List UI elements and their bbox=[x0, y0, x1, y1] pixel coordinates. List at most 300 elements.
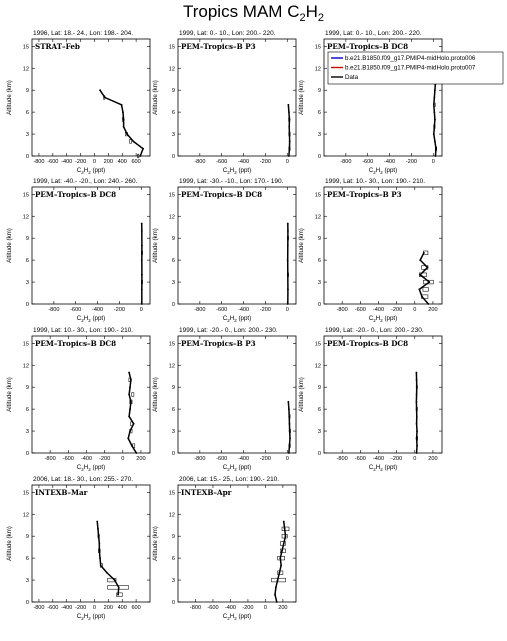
y-tick-label: 3 bbox=[171, 280, 175, 287]
data-point bbox=[141, 259, 143, 261]
y-tick-label: 6 bbox=[171, 407, 175, 414]
y-tick-label: 6 bbox=[25, 258, 29, 265]
data-point bbox=[135, 452, 137, 454]
plot-frame bbox=[32, 485, 150, 602]
y-tick-label: 3 bbox=[317, 132, 321, 139]
data-range-box bbox=[423, 288, 428, 292]
campaign-label: PEM–Tropics–B P3 bbox=[327, 190, 402, 199]
y-tick-label: 15 bbox=[22, 490, 29, 497]
campaign-label: PEM–Tropics–B P3 bbox=[181, 42, 256, 51]
x-tick-label: -200 bbox=[113, 307, 126, 313]
data-point bbox=[104, 97, 106, 99]
data-point bbox=[416, 430, 418, 432]
data-point bbox=[416, 394, 418, 396]
y-tick-label: 15 bbox=[314, 44, 321, 51]
data-point bbox=[133, 423, 135, 425]
plot-frame bbox=[178, 485, 296, 602]
y-tick-label: 3 bbox=[171, 132, 175, 139]
y-tick-label: 3 bbox=[171, 578, 175, 585]
data-point bbox=[142, 148, 144, 150]
y-tick-label: 0 bbox=[25, 154, 29, 160]
data-point bbox=[278, 572, 280, 574]
y-tick-label: 6 bbox=[317, 407, 321, 414]
data-point bbox=[435, 155, 437, 157]
y-tick-label: 15 bbox=[314, 192, 321, 199]
x-tick-label: 0 bbox=[413, 307, 417, 313]
x-tick-label: -200 bbox=[259, 159, 272, 165]
x-tick-label: -400 bbox=[61, 605, 73, 611]
data-point bbox=[141, 230, 143, 232]
y-tick-label: 15 bbox=[168, 341, 175, 348]
data-point bbox=[99, 89, 101, 91]
y-tick-label: 9 bbox=[317, 88, 321, 95]
x-axis-label: $C_2H_2$ (ppt) bbox=[368, 315, 398, 323]
data-profile-line bbox=[416, 373, 417, 453]
x-tick-label: -800 bbox=[194, 307, 206, 313]
data-point bbox=[98, 535, 100, 537]
data-point bbox=[416, 445, 418, 447]
y-tick-label: 12 bbox=[314, 66, 321, 73]
data-point bbox=[130, 379, 132, 381]
x-tick-label: -200 bbox=[259, 307, 272, 313]
data-point bbox=[416, 372, 418, 374]
y-tick-label: 3 bbox=[25, 429, 29, 436]
x-tick-label: 0 bbox=[92, 159, 97, 165]
x-tick-label: 0 bbox=[121, 456, 125, 462]
data-point bbox=[126, 133, 128, 135]
y-tick-label: 0 bbox=[317, 451, 321, 457]
x-tick-label: -400 bbox=[237, 159, 250, 165]
campaign-label: PEM–Tropics–B DC8 bbox=[327, 42, 409, 51]
data-point bbox=[287, 274, 289, 276]
y-tick-label: 15 bbox=[168, 490, 175, 497]
x-tick-label: -800 bbox=[336, 307, 348, 313]
data-point bbox=[287, 259, 289, 261]
data-point bbox=[428, 281, 430, 283]
x-tick-label: 0 bbox=[285, 456, 289, 462]
data-point bbox=[287, 104, 289, 106]
data-point bbox=[141, 303, 143, 305]
x-tick-label: -200 bbox=[405, 159, 418, 165]
x-axis-label: $C_2H_2$ (ppt) bbox=[76, 315, 106, 323]
y-tick-label: 12 bbox=[168, 363, 175, 370]
y-axis-label: Altitude (km) bbox=[6, 526, 13, 561]
legend-entry-label: b.e21.B1850.f09_g17.PMIP4-midHolo.proto006 bbox=[345, 55, 476, 62]
y-tick-label: 12 bbox=[168, 66, 175, 73]
y-tick-label: 3 bbox=[25, 578, 29, 585]
panel-header: 1999, Lat: 10.- 30., Lon: 190.- 210. bbox=[33, 327, 134, 334]
y-tick-label: 0 bbox=[317, 154, 321, 160]
x-tick-label: -600 bbox=[207, 605, 219, 611]
x-tick-label: -200 bbox=[99, 456, 111, 462]
x-tick-label: -200 bbox=[242, 605, 254, 611]
data-point bbox=[287, 223, 289, 225]
data-point bbox=[289, 119, 291, 121]
y-tick-label: 3 bbox=[317, 280, 321, 287]
data-point bbox=[434, 89, 436, 91]
data-point bbox=[141, 288, 143, 290]
y-tick-label: 6 bbox=[25, 556, 29, 563]
data-point bbox=[289, 148, 291, 150]
panel bbox=[298, 327, 442, 472]
data-point bbox=[433, 133, 435, 135]
data-point bbox=[289, 133, 291, 135]
plot-frame bbox=[324, 336, 442, 453]
data-point bbox=[289, 445, 291, 447]
data-point bbox=[141, 274, 143, 276]
x-tick-label: -800 bbox=[33, 605, 45, 611]
y-tick-label: 6 bbox=[171, 556, 175, 563]
x-tick-label: -800 bbox=[194, 159, 206, 165]
data-profile-line bbox=[275, 522, 285, 602]
x-tick-label: -400 bbox=[372, 456, 385, 462]
x-tick-label: -800 bbox=[340, 159, 352, 165]
x-axis-label: $C_2H_2$ (ppt) bbox=[222, 613, 252, 621]
x-tick-label: 0 bbox=[285, 307, 289, 313]
y-tick-label: 15 bbox=[22, 341, 29, 348]
campaign-label: PEM–Tropics–B P3 bbox=[181, 339, 256, 348]
data-point bbox=[434, 119, 436, 121]
x-tick-label: -200 bbox=[391, 456, 403, 462]
x-tick-label: -200 bbox=[259, 456, 272, 462]
data-point bbox=[285, 535, 287, 537]
data-point bbox=[129, 386, 131, 388]
x-tick-label: 600 bbox=[131, 159, 141, 165]
y-tick-label: 12 bbox=[168, 214, 175, 221]
y-tick-label: 6 bbox=[25, 407, 29, 414]
y-tick-label: 6 bbox=[171, 110, 175, 117]
x-tick-label: -600 bbox=[216, 307, 228, 313]
data-point bbox=[114, 579, 116, 581]
x-tick-label: 0 bbox=[92, 605, 97, 611]
campaign-label: PEM–Tropics–B DC8 bbox=[327, 339, 409, 348]
data-point bbox=[283, 521, 285, 523]
data-point bbox=[130, 401, 132, 403]
y-axis-label: Altitude (km) bbox=[298, 377, 305, 412]
data-point bbox=[427, 303, 429, 305]
data-point bbox=[274, 594, 276, 596]
y-tick-label: 0 bbox=[317, 302, 321, 308]
data-point bbox=[122, 111, 124, 113]
data-point bbox=[287, 245, 289, 247]
x-tick-label: -400 bbox=[61, 159, 73, 165]
y-tick-label: 0 bbox=[25, 600, 29, 606]
x-axis-label: $C_2H_2$ (ppt) bbox=[368, 167, 398, 175]
panel bbox=[298, 178, 442, 323]
y-tick-label: 12 bbox=[22, 512, 29, 519]
data-point bbox=[416, 437, 418, 439]
data-point bbox=[434, 140, 436, 142]
data-point bbox=[288, 416, 290, 418]
data-point bbox=[416, 423, 418, 425]
x-tick-label: -400 bbox=[224, 605, 237, 611]
data-point bbox=[279, 557, 281, 559]
data-point bbox=[128, 416, 130, 418]
data-point bbox=[433, 97, 435, 99]
campaign-label: INTEXB–Mar bbox=[35, 488, 88, 497]
data-point bbox=[277, 579, 279, 581]
x-tick-label: -400 bbox=[372, 307, 385, 313]
y-tick-label: 15 bbox=[314, 341, 321, 348]
data-point bbox=[139, 155, 141, 157]
x-tick-label: -600 bbox=[47, 605, 59, 611]
data-point bbox=[141, 245, 143, 247]
x-tick-label: 0 bbox=[285, 159, 289, 165]
x-tick-label: 0 bbox=[413, 456, 417, 462]
y-axis-label: Altitude (km) bbox=[6, 80, 13, 115]
data-point bbox=[433, 111, 435, 113]
y-axis-label: Altitude (km) bbox=[152, 80, 159, 115]
data-point bbox=[132, 140, 134, 142]
data-point bbox=[96, 521, 98, 523]
data-point bbox=[128, 394, 130, 396]
data-point bbox=[129, 408, 131, 410]
x-tick-label: 200 bbox=[136, 456, 146, 462]
plot-frame bbox=[178, 187, 296, 304]
data-point bbox=[275, 586, 277, 588]
y-tick-label: 3 bbox=[25, 280, 29, 287]
x-tick-label: -400 bbox=[383, 159, 396, 165]
data-point bbox=[117, 594, 119, 596]
legend bbox=[328, 52, 503, 84]
y-tick-label: 9 bbox=[171, 88, 175, 95]
data-point bbox=[288, 155, 290, 157]
campaign-label: PEM–Tropics–B DC8 bbox=[35, 339, 117, 348]
data-point bbox=[97, 528, 99, 530]
y-tick-label: 9 bbox=[171, 534, 175, 541]
panel bbox=[152, 178, 296, 323]
data-point bbox=[284, 528, 286, 530]
data-point bbox=[418, 288, 420, 290]
data-point bbox=[288, 452, 290, 454]
data-point bbox=[281, 550, 283, 552]
data-point bbox=[288, 126, 290, 128]
plot-frame bbox=[178, 39, 296, 156]
x-tick-label: 200 bbox=[428, 456, 438, 462]
data-point bbox=[433, 126, 435, 128]
y-tick-label: 3 bbox=[171, 429, 175, 436]
x-tick-label: -600 bbox=[354, 307, 366, 313]
x-tick-label: -400 bbox=[80, 456, 93, 462]
data-point bbox=[118, 586, 120, 588]
y-tick-label: 0 bbox=[25, 302, 29, 308]
y-axis-label: Altitude (km) bbox=[6, 377, 13, 412]
y-axis-label: Altitude (km) bbox=[6, 228, 13, 263]
x-tick-label: -200 bbox=[74, 159, 87, 165]
x-tick-label: 200 bbox=[428, 307, 438, 313]
data-point bbox=[416, 408, 418, 410]
y-tick-label: 15 bbox=[168, 192, 175, 199]
x-tick-label: -800 bbox=[33, 159, 45, 165]
y-tick-label: 9 bbox=[25, 236, 29, 243]
x-axis-label: $C_2H_2$ (ppt) bbox=[76, 613, 106, 621]
y-tick-label: 12 bbox=[22, 214, 29, 221]
x-tick-label: -200 bbox=[391, 307, 403, 313]
x-tick-label: -200 bbox=[74, 605, 87, 611]
data-point bbox=[287, 230, 289, 232]
data-point bbox=[416, 452, 418, 454]
y-tick-label: 15 bbox=[168, 44, 175, 51]
y-tick-label: 0 bbox=[171, 451, 175, 457]
x-tick-label: -600 bbox=[70, 307, 82, 313]
campaign-label: PEM–Tropics–B DC8 bbox=[181, 190, 263, 199]
x-tick-label: -600 bbox=[216, 456, 228, 462]
data-point bbox=[288, 408, 290, 410]
data-point bbox=[416, 416, 418, 418]
y-tick-label: 12 bbox=[168, 512, 175, 519]
x-tick-label: -400 bbox=[237, 307, 250, 313]
data-point bbox=[283, 543, 285, 545]
y-tick-label: 3 bbox=[25, 132, 29, 139]
campaign-label: STRAT–Feb bbox=[35, 42, 80, 51]
y-tick-label: 6 bbox=[25, 110, 29, 117]
panel bbox=[6, 30, 150, 175]
x-tick-label: -400 bbox=[237, 456, 250, 462]
y-tick-label: 9 bbox=[25, 88, 29, 95]
panel-header: 1999, Lat: 10.- 30., Lon: 190.- 210. bbox=[325, 178, 426, 185]
plot-frame bbox=[32, 187, 150, 304]
panel bbox=[152, 327, 296, 472]
figure-title: Tropics MAM $C_2H_2$ bbox=[182, 2, 325, 24]
data-point bbox=[435, 148, 437, 150]
panel bbox=[152, 476, 296, 621]
campaign-label: PEM–Tropics–B DC8 bbox=[35, 190, 117, 199]
y-axis-label: Altitude (km) bbox=[152, 377, 159, 412]
x-tick-label: 200 bbox=[103, 605, 114, 611]
y-tick-label: 6 bbox=[317, 258, 321, 265]
y-tick-label: 0 bbox=[171, 600, 175, 606]
panel bbox=[6, 327, 150, 472]
data-point bbox=[106, 572, 108, 574]
data-point bbox=[129, 430, 131, 432]
y-tick-label: 0 bbox=[171, 302, 175, 308]
y-tick-label: 0 bbox=[25, 451, 29, 457]
y-tick-label: 12 bbox=[22, 66, 29, 73]
data-point bbox=[280, 565, 282, 567]
x-tick-label: 200 bbox=[278, 605, 288, 611]
panel-header: 2006, Lat: 15.- 25., Lon: 190.- 210. bbox=[179, 476, 280, 483]
data-point bbox=[288, 111, 290, 113]
y-tick-label: 15 bbox=[22, 44, 29, 51]
panels-layer bbox=[6, 30, 442, 621]
data-point bbox=[427, 267, 429, 269]
y-tick-label: 9 bbox=[171, 385, 175, 392]
plot-frame bbox=[32, 39, 150, 156]
data-point bbox=[421, 296, 423, 298]
data-point bbox=[287, 401, 289, 403]
data-point bbox=[98, 543, 100, 545]
data-point bbox=[419, 274, 421, 276]
x-tick-label: 0 bbox=[139, 307, 143, 313]
y-tick-label: 6 bbox=[171, 258, 175, 265]
y-tick-label: 15 bbox=[22, 192, 29, 199]
y-axis-label: Altitude (km) bbox=[298, 228, 305, 263]
x-tick-label: 200 bbox=[103, 159, 114, 165]
x-tick-label: 0 bbox=[263, 605, 267, 611]
data-point bbox=[289, 140, 291, 142]
data-profile-line bbox=[434, 76, 436, 156]
panel-header: 1999, Lat: 0.- 10., Lon: 200.- 220. bbox=[325, 30, 422, 37]
panel-header: 1999, Lat: -30.- -10., Lon: 170.- 190. bbox=[179, 178, 284, 185]
x-tick-label: 400 bbox=[117, 159, 127, 165]
data-point bbox=[419, 259, 421, 261]
y-axis-label: Altitude (km) bbox=[298, 80, 305, 115]
x-tick-label: 0 bbox=[431, 159, 435, 165]
x-tick-label: 400 bbox=[117, 605, 127, 611]
data-point bbox=[123, 119, 125, 121]
x-tick-label: -600 bbox=[354, 456, 366, 462]
data-point bbox=[287, 288, 289, 290]
data-point bbox=[98, 550, 100, 552]
data-point bbox=[433, 104, 435, 106]
y-tick-label: 12 bbox=[22, 363, 29, 370]
x-tick-label: -600 bbox=[47, 159, 59, 165]
panel-header: 1999, Lat: -40.- -20., Lon: 240.- 260. bbox=[33, 178, 138, 185]
data-point bbox=[416, 386, 418, 388]
x-tick-label: 600 bbox=[131, 605, 141, 611]
legend-entry-label: Data bbox=[345, 74, 359, 81]
data-point bbox=[287, 303, 289, 305]
y-tick-label: 9 bbox=[25, 534, 29, 541]
data-point bbox=[141, 223, 143, 225]
panel-header: 1999, Lat: -20.- 0., Lon: 200.- 230. bbox=[179, 327, 278, 334]
panel bbox=[6, 178, 150, 323]
x-tick-label: -800 bbox=[336, 456, 348, 462]
y-tick-label: 12 bbox=[314, 214, 321, 221]
x-tick-label: -600 bbox=[62, 456, 74, 462]
x-axis-label: $C_2H_2$ (ppt) bbox=[76, 167, 106, 175]
x-axis-label: $C_2H_2$ (ppt) bbox=[222, 167, 252, 175]
data-point bbox=[416, 401, 418, 403]
x-tick-label: -800 bbox=[48, 307, 60, 313]
y-tick-label: 9 bbox=[317, 236, 321, 243]
panel bbox=[6, 476, 150, 621]
x-tick-label: -800 bbox=[189, 605, 202, 611]
y-tick-label: 6 bbox=[317, 110, 321, 117]
y-tick-label: 12 bbox=[314, 363, 321, 370]
data-profile-line bbox=[128, 373, 136, 453]
data-profile-line bbox=[100, 90, 143, 156]
data-point bbox=[99, 557, 101, 559]
data-point bbox=[276, 601, 278, 603]
data-point bbox=[289, 430, 291, 432]
y-tick-label: 9 bbox=[25, 385, 29, 392]
plot-frame bbox=[178, 336, 296, 453]
x-axis-label: $C_2H_2$ (ppt) bbox=[222, 464, 252, 472]
y-axis-label: Altitude (km) bbox=[152, 228, 159, 263]
data-range-box bbox=[132, 393, 134, 397]
panel-header: 1999, Lat: -20.- 0., Lon: 200.- 230. bbox=[325, 327, 424, 334]
data-point bbox=[289, 423, 291, 425]
y-tick-label: 3 bbox=[317, 429, 321, 436]
campaign-label: INTEXB–Apr bbox=[181, 488, 232, 497]
y-axis-label: Altitude (km) bbox=[152, 526, 159, 561]
data-point bbox=[416, 379, 418, 381]
x-tick-label: -600 bbox=[216, 159, 228, 165]
x-tick-label: -800 bbox=[194, 456, 206, 462]
panel-header: 2006, Lat: 18.- 30., Lon: 255.- 270. bbox=[33, 476, 134, 483]
x-axis-label: $C_2H_2$ (ppt) bbox=[222, 315, 252, 323]
data-point bbox=[128, 372, 130, 374]
x-axis-label: $C_2H_2$ (ppt) bbox=[368, 464, 398, 472]
plot-frame bbox=[32, 336, 150, 453]
x-axis-label: $C_2H_2$ (ppt) bbox=[76, 464, 106, 472]
data-point bbox=[289, 437, 291, 439]
x-tick-label: -600 bbox=[362, 159, 374, 165]
panel-header: 1999, Lat: 0.- 10., Lon: 200.- 220. bbox=[179, 30, 276, 37]
panel bbox=[152, 30, 296, 175]
data-point bbox=[100, 565, 102, 567]
